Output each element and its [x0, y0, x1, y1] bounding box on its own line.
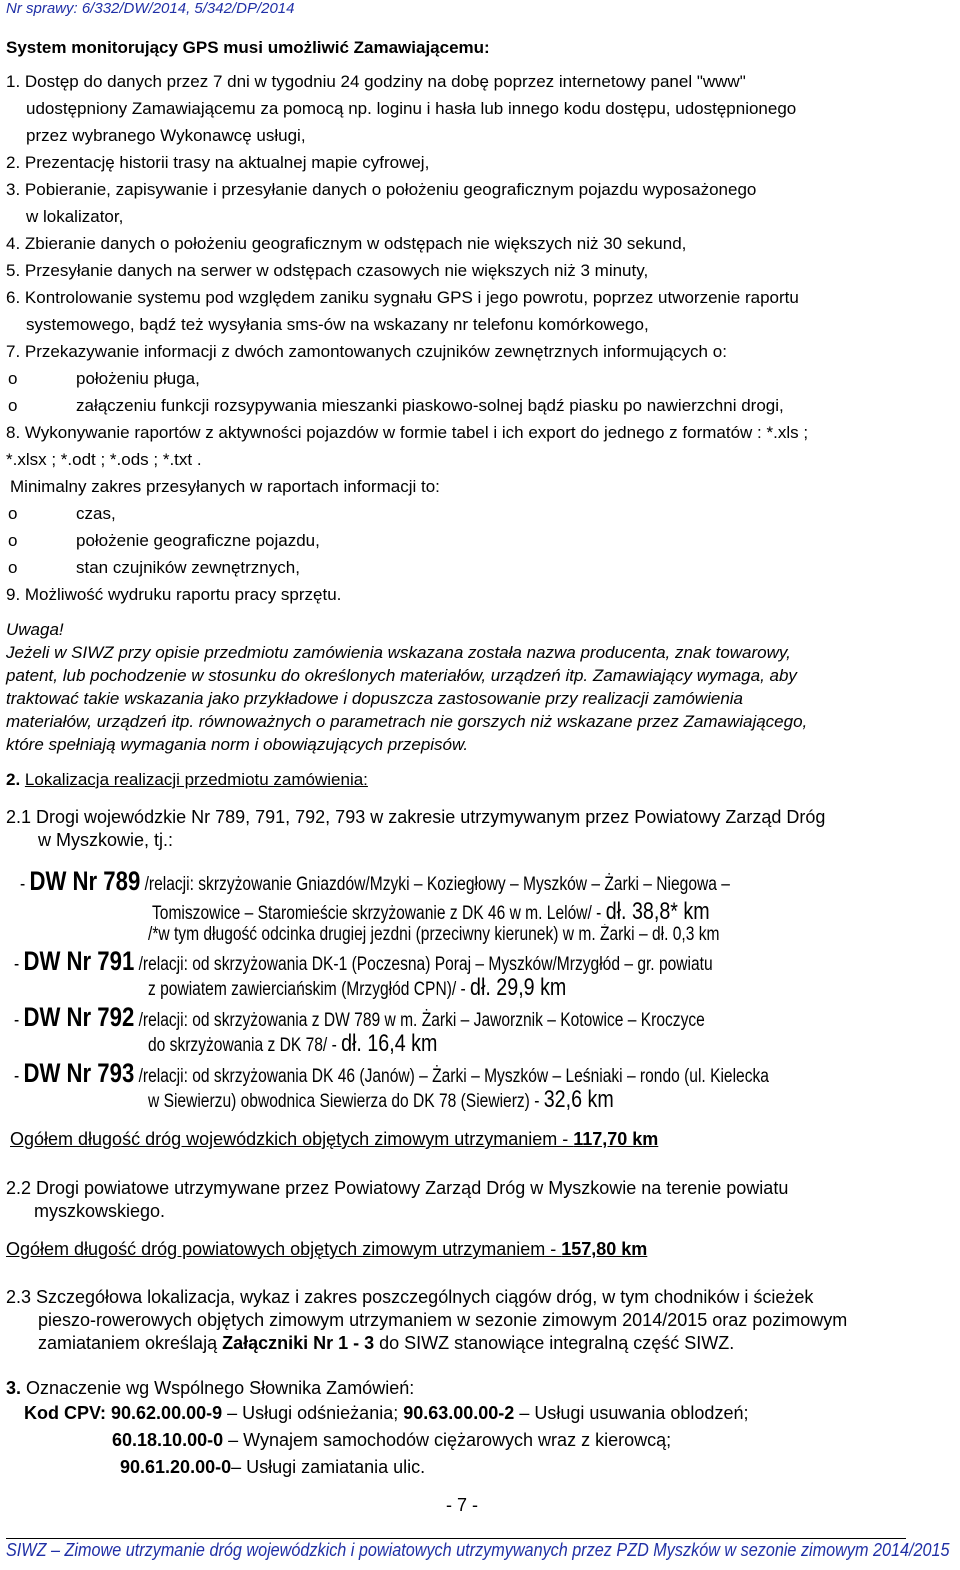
road-relation-cont: do skrzyżowania z DK 78/ - — [148, 1035, 337, 1056]
road-dw-792-line2 — [148, 1030, 437, 1058]
note-line: Jeżeli w SIWZ przy opisie przedmiotu zamówienia wskazana została nazwa producenta, znak towarowy, — [6, 643, 791, 662]
note-line: patent, lub pochodzenie w stosunku do określonych materiałów, urządzeń itp. Zamawiający wymaga, aby — [6, 666, 797, 685]
list-item-cont: w lokalizator, — [26, 207, 124, 226]
list-item: 9. Możliwość wydruku raportu pracy sprzętu. — [6, 585, 342, 604]
road-dw-793 — [14, 1058, 769, 1089]
road-relation-cont: Tomiszowice – Staromieście skrzyżowanie z DK 46 w m. Lelów/ - — [152, 903, 602, 924]
list-item-cont: systemowego, bądź też wysyłania sms-ów na wskazany nr telefonu komórkowego, — [26, 315, 649, 334]
cpv-desc: – Usługi odśnieżania; — [222, 1403, 404, 1423]
bullet-text: stan czujników zewnętrznych, — [76, 558, 300, 577]
paragraph-2-1-cont: w Myszkowie, tj.: — [38, 830, 174, 850]
list-item-cont: przez wybranego Wykonawcę usługi, — [26, 126, 306, 145]
road-dw-789-note: /*w tym długość odcinka drugiej jezdni (przeciwny kierunek) w m. Żarki – dł. 0,3 km — [148, 924, 720, 945]
road-code: DW Nr 793 — [23, 1058, 135, 1088]
road-dw-791 — [14, 946, 713, 977]
footer-text: SIWZ – Zimowe utrzymanie dróg wojewódzkich i powiatowych utrzymywanych przez PZD Myszków w sezonie zimowym 2014/2015 — [6, 1540, 950, 1560]
min-scope: Minimalny zakres przesyłanych w raportach informacji to: — [10, 477, 440, 496]
case-number: Nr sprawy: 6/332/DW/2014, 5/342/DP/2014 — [6, 0, 295, 17]
road-dash: - — [14, 954, 20, 975]
section-number: 3. — [6, 1378, 22, 1398]
cpv-code: 60.18.10.00-0 — [112, 1430, 224, 1450]
road-dw-792 — [14, 1002, 705, 1033]
cpv-line-2 — [112, 1429, 671, 1452]
bullet-text: położenie geograficzne pojazdu, — [76, 531, 320, 550]
road-dw-789 — [20, 866, 730, 897]
list-item: 2. Prezentację historii trasy na aktualnej mapie cyfrowej, — [6, 153, 430, 172]
cpv-line-1 — [24, 1402, 748, 1425]
bullet-mark: o — [8, 531, 18, 550]
bullet-text: czas, — [76, 504, 116, 523]
road-code: DW Nr 792 — [23, 1002, 135, 1032]
list-item: 4. Zbieranie danych o położeniu geograficznym w odstępach nie większych niż 30 sekund, — [6, 234, 687, 253]
section-title: Lokalizacja realizacji przedmiotu zamówienia: — [24, 770, 368, 789]
total-value: 117,70 km — [573, 1129, 659, 1149]
paragraph-2-2: 2.2 Drogi powiatowe utrzymywane przez Powiatowy Zarząd Dróg w Myszkowie na terenie powiatu — [6, 1178, 789, 1198]
total-value: 157,80 km — [561, 1239, 648, 1259]
road-length: dł. 16,4 km — [341, 1030, 438, 1057]
paragraph-2-2-cont: myszkowskiego. — [34, 1201, 166, 1221]
paragraph-2-3-cont — [38, 1332, 734, 1355]
text-run: do SIWZ stanowiące integralną część SIWZ. — [374, 1333, 735, 1353]
cpv-code: 90.61.20.00-0 — [120, 1457, 232, 1477]
road-dash: - — [14, 1010, 20, 1031]
list-item: 8. Wykonywanie raportów z aktywności pojazdów w formie tabel i ich export do jednego z formatów : *.xls ; — [6, 423, 809, 442]
note-line: materiałów, urządzeń itp. równoważnych o parametrach nie gorszych niż wskazane przez Zamawiającego, — [6, 712, 808, 731]
section-number: 2. — [6, 770, 21, 789]
road-dash: - — [14, 1066, 20, 1087]
road-dw-791-line2 — [148, 974, 566, 1002]
bullet-mark: o — [8, 396, 18, 415]
list-item: 3. Pobieranie, zapisywanie i przesyłanie danych o położeniu geograficznym pojazdu wyposażonego — [6, 180, 757, 199]
bullet-mark: o — [8, 369, 18, 388]
section-3-heading — [6, 1377, 414, 1400]
cpv-desc: – Usługi usuwania oblodzeń; — [514, 1403, 749, 1423]
section-title: Oznaczenie wg Wspólnego Słownika Zamówień: — [26, 1378, 415, 1398]
gps-heading: System monitorujący GPS musi umożliwić Zamawiającemu: — [6, 38, 490, 57]
road-length: dł. 38,8* km — [605, 898, 710, 925]
bullet-text: załączeniu funkcji rozsypywania mieszanki piaskowo-solnej bądź piasku po nawierzchni drogi, — [76, 396, 784, 415]
page-number: - 7 - — [446, 1495, 479, 1515]
list-item: 5. Przesyłanie danych na serwer w odstępach czasowych nie większych niż 3 minuty, — [6, 261, 649, 280]
road-dw-789-line2 — [152, 898, 710, 926]
bullet-mark: o — [8, 558, 18, 577]
bullet-text: położeniu pługa, — [76, 369, 200, 388]
cpv-desc: – Wynajem samochodów ciężarowych wraz z kierowcą; — [223, 1430, 672, 1450]
list-item: 6. Kontrolowanie systemu pod względem zaniku sygnału GPS i jego powrotu, poprzez utworzenie raportu — [6, 288, 799, 307]
cpv-code: 90.63.00.00-2 — [403, 1403, 515, 1423]
road-dash: - — [20, 874, 26, 895]
cpv-code: 90.62.00.00-9 — [111, 1403, 223, 1423]
cpv-label: Kod CPV: — [24, 1403, 112, 1423]
road-relation: /relacji: od skrzyżowania DK 46 (Janów) – Żarki – Myszków – Leśniaki – rondo (ul. Kielecka — [138, 1066, 769, 1087]
list-item: 1. Dostęp do danych przez 7 dni w tygodniu 24 godziny na dobę poprzez internetowy panel "www" — [6, 72, 746, 91]
total-dw — [10, 1128, 658, 1151]
road-code: DW Nr 789 — [29, 866, 141, 896]
paragraph-2-1: 2.1 Drogi wojewódzkie Nr 789, 791, 792, 793 w zakresie utrzymywanym przez Powiatowy Zarząd Dróg — [6, 807, 826, 827]
road-code: DW Nr 791 — [23, 946, 135, 976]
road-relation: /relacji: skrzyżowanie Gniazdów/Mzyki – Koziegłowy – Myszków – Żarki – Niegowa – — [144, 874, 730, 895]
road-length: dł. 29,9 km — [470, 974, 567, 1001]
road-dw-793-line2 — [148, 1086, 614, 1114]
list-item: 7. Przekazywanie informacji z dwóch zamontowanych czujników zewnętrznych informujących o: — [6, 342, 727, 361]
paragraph-2-3: 2.3 Szczegółowa lokalizacja, wykaz i zakres poszczególnych ciągów dróg, w tym chodników i ścieżek — [6, 1287, 814, 1307]
attachments-ref: Załączniki Nr 1 - 3 — [222, 1333, 375, 1353]
total-label: Ogółem długość dróg wojewódzkich objętych zimowym utrzymaniem - — [10, 1129, 574, 1149]
paragraph-2-3-cont: pieszo-rowerowych objętych zimowym utrzymaniem w sezonie zimowym 2014/2015 oraz pozimowym — [38, 1310, 848, 1330]
note-title: Uwaga! — [6, 620, 64, 639]
note-line: traktować takie wskazania jako przykładowe i dopuszcza zastosowanie przy realizacji zamówienia — [6, 689, 744, 708]
section-2-heading — [6, 768, 368, 791]
list-item-cont: udostępniony Zamawiającemu za pomocą np. loginu i hasła lub innego kodu dostępu, udostępnionego — [26, 99, 797, 118]
text-run: zamiataniem określają — [38, 1333, 223, 1353]
note-line: które spełniają wymagania norm i obowiązujących przepisów. — [6, 735, 469, 754]
road-relation-cont: z powiatem zawierciańskim (Mrzygłód CPN)/ - — [148, 979, 466, 1000]
cpv-line-3 — [120, 1456, 425, 1479]
road-relation: /relacji: od skrzyżowania z DW 789 w m. Żarki – Jaworznik – Kotowice – Kroczyce — [138, 1010, 705, 1031]
cpv-desc: – Usługi zamiatania ulic. — [231, 1457, 426, 1477]
total-label: Ogółem długość dróg powiatowych objętych zimowym utrzymaniem - — [6, 1239, 562, 1259]
bullet-mark: o — [8, 504, 18, 523]
footer-divider — [6, 1538, 906, 1539]
total-dp — [6, 1238, 647, 1261]
road-relation: /relacji: od skrzyżowania DK-1 (Poczesna) Poraj – Myszków/Mrzygłód – gr. powiatu — [138, 954, 713, 975]
road-relation-cont: w Siewierzu) obwodnica Siewierza do DK 78 (Siewierz) - — [148, 1091, 540, 1112]
road-length: 32,6 km — [543, 1086, 614, 1113]
list-item-cont: *.xlsx ; *.odt ; *.ods ; *.txt . — [6, 450, 202, 469]
